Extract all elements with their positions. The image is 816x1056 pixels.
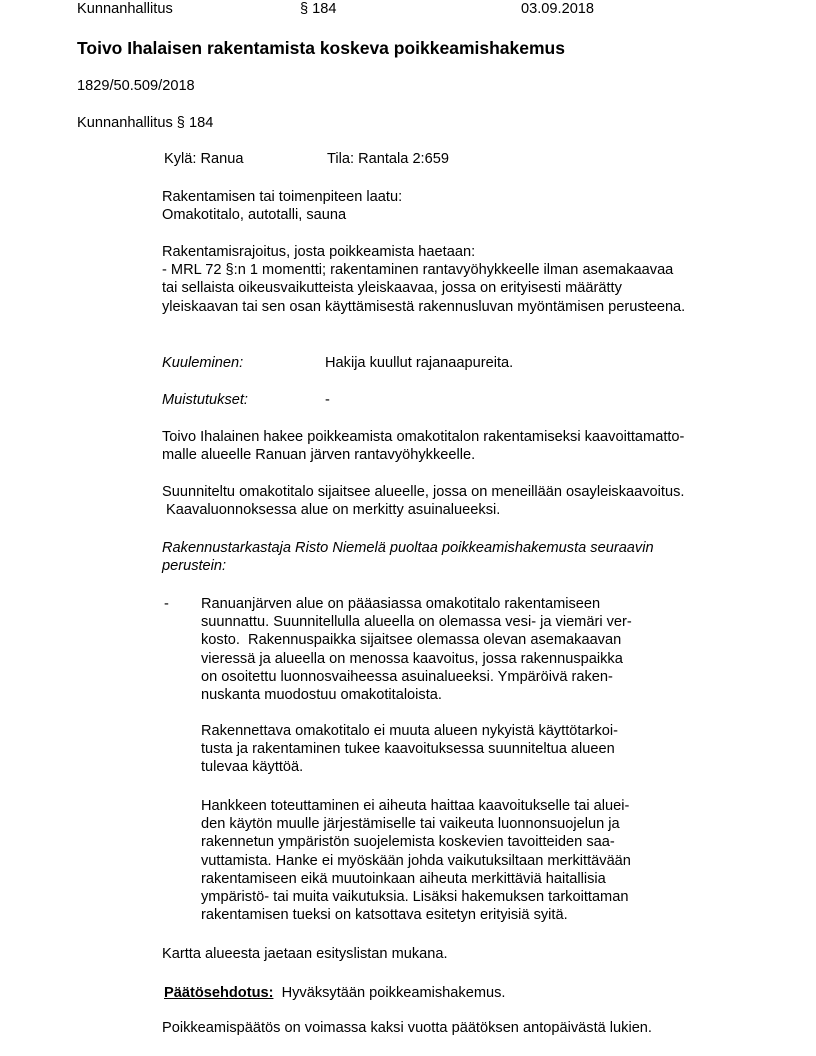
grounds-line: rakentamisen tueksi on katsottava esitetyn erityisiä syitä. [201, 907, 568, 924]
hearing-value: Hakija kuullut rajanaapureita. [325, 355, 514, 371]
construction-type-value: Omakotitalo, autotalli, sauna [162, 207, 347, 224]
grounds-line: vieressä ja alueella on menossa kaavoitus, jossa rakennuspaikka [201, 650, 623, 667]
grounds-line: rakennetun ympäristön suojelemista koskevien tavoitteiden saa- [201, 834, 615, 851]
restriction-section [162, 243, 685, 316]
planning-paragraph [162, 483, 684, 519]
paragraph-line: Kaavaluonnoksessa alue on merkitty asuinalueeksi. [162, 502, 501, 519]
grounds-line: Ranuanjärven alue on pääasiassa omakotitalo rakentamiseen [201, 596, 601, 612]
applicant-paragraph [162, 428, 684, 464]
estate-label: Tila: Rantala 2:659 [327, 151, 449, 167]
grounds-line: kosto. Rakennuspaikka sijaitsee olemassa olevan asemakaavan [201, 632, 622, 649]
validity-note: Poikkeamispäätös on voimassa kaksi vuotta päätöksen antopäivästä lukien. [162, 1020, 652, 1036]
restriction-line: - MRL 72 §:n 1 momentti; rakentaminen rantavyöhykkeelle ilman asemakaavaa [162, 262, 674, 279]
paragraph-line: Toivo Ihalainen hakee poikkeamista omakotitalon rakentamiseksi kaavoittamatto- [162, 429, 685, 445]
grounds-line: tulevaa käyttöä. [201, 759, 304, 776]
restriction-line: yleiskaavan tai sen osan käyttämisestä rakennusluvan myöntämisen perusteena. [162, 298, 686, 315]
remarks-label: Muistutukset: [162, 392, 248, 408]
paragraph-line: malle alueelle Ranuan järven rantavyöhykkeelle. [162, 447, 476, 464]
grounds-item-1 [201, 595, 632, 704]
village-label: Kylä: Ranua [164, 151, 244, 167]
header-body: Kunnanhallitus [77, 1, 173, 17]
proposal-value: Hyväksytään poikkeamishakemus. [281, 985, 506, 1001]
restriction-line: tai sellaista oikeusvaikutteista yleiskaavaa, jossa on erityisesti määrätty [162, 280, 622, 297]
paragraph-line: Suunniteltu omakotitalo sijaitsee alueelle, jossa on meneillään osayleiskaavoitus. [162, 484, 685, 500]
subheading: Kunnanhallitus § 184 [77, 115, 214, 131]
grounds-line: suunnattu. Suunnitellulla alueella on olemassa vesi- ja viemäri ver- [201, 614, 632, 631]
grounds-bullet: - [164, 596, 169, 612]
proposal [164, 984, 505, 1002]
grounds-line: Hankkeen toteuttaminen ei aiheuta haittaa kaavoitukselle tai alueі- [201, 798, 630, 814]
proposal-label: Päätösehdotus: [164, 985, 274, 1001]
grounds-item-2 [201, 722, 618, 777]
grounds-line: den käytön muulle järjestämiselle tai vaikeuta luonnonsuojelun ja [201, 816, 620, 833]
paragraph-line: Rakennustarkastaja Risto Niemelä puoltaa poikkeamishakemusta seuraavin [162, 540, 654, 556]
remarks-value: - [325, 392, 330, 408]
grounds-line: rakentamiseen eikä muutoinkaan aiheuta merkittäviä haitallisia [201, 870, 606, 887]
construction-type-label: Rakentamisen tai toimenpiteen laatu: [162, 189, 403, 205]
reference-number: 1829/50.509/2018 [77, 78, 195, 94]
grounds-line: on osoitettu luonnosvaiheessa asuinalueeksi. Ympäröivä raken- [201, 668, 613, 685]
map-note: Kartta alueesta jaetaan esityslistan mukana. [162, 946, 448, 962]
hearing-label: Kuuleminen: [162, 355, 244, 371]
restriction-label: Rakentamisrajoitus, josta poikkeamista haetaan: [162, 244, 476, 260]
grounds-line: tusta ja rakentaminen tukee kaavoituksessa suunniteltua alueen [201, 741, 615, 758]
paragraph-line: perustein: [162, 558, 227, 575]
grounds-line: ympäristö- tai muita vaikutuksia. Lisäksi hakemuksen tarkoittaman [201, 889, 629, 906]
grounds-line: nuskanta muodostuu omakotitaloista. [201, 687, 442, 704]
header-date: 03.09.2018 [521, 1, 595, 17]
header-section: § 184 [300, 1, 337, 17]
grounds-item-3 [201, 797, 631, 924]
grounds-line: vuttamista. Hanke ei myöskään johda vaikutuksiltaan merkittävään [201, 852, 631, 869]
inspector-paragraph [162, 539, 654, 575]
construction-type [162, 188, 402, 224]
document-title: Toivo Ihalaisen rakentamista koskeva poikkeamishakemus [77, 38, 565, 58]
grounds-line: Rakennettava omakotitalo ei muuta alueen nykyistä käyttötarkoi- [201, 723, 618, 739]
